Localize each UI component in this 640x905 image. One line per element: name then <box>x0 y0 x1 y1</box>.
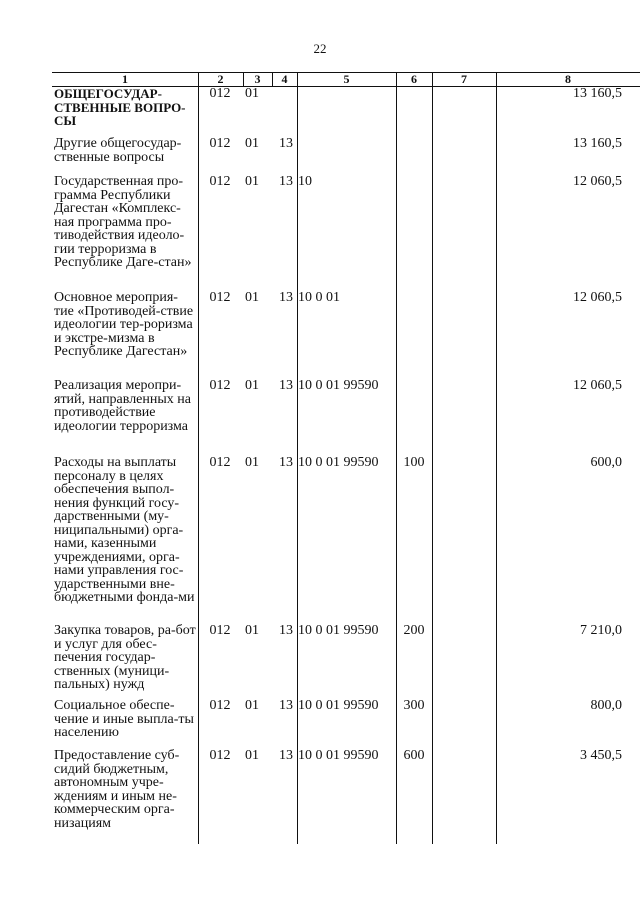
row-pr-code: 13 <box>279 623 293 638</box>
row-vr-code: 300 <box>403 698 425 713</box>
row-gr-code: 012 <box>209 455 231 470</box>
row-sum: 800,0 <box>590 698 622 713</box>
row-name: Реализация меропри-ятий, направленных на противодействие идеологии терроризма <box>54 378 191 434</box>
row-rz-code: 01 <box>245 174 259 189</box>
header-col-6: 6 <box>411 72 417 86</box>
row-sum: 3 450,5 <box>580 748 622 763</box>
row-gr-code: 012 <box>209 136 231 151</box>
row-csr-code: 10 0 01 99590 <box>298 698 379 713</box>
row-csr-code: 10 0 01 99590 <box>298 378 379 393</box>
header-col-8: 8 <box>565 72 571 86</box>
row-csr-code: 10 0 01 99590 <box>298 748 379 763</box>
page-number: 22 <box>313 41 327 56</box>
budget-table <box>52 72 640 844</box>
row-csr-code: 10 0 01 99590 <box>298 455 379 470</box>
row-pr-code: 13 <box>279 174 293 189</box>
row-rz-code: 01 <box>245 455 259 470</box>
row-rz-code: 01 <box>245 748 259 763</box>
row-rz-code: 01 <box>245 623 259 638</box>
row-sum: 600,0 <box>590 455 622 470</box>
row-sum: 13 160,5 <box>573 86 622 101</box>
row-pr-code: 13 <box>279 136 293 151</box>
row-gr-code: 012 <box>209 698 231 713</box>
row-name: Социальное обеспе-чение и иные выпла-ты населению <box>54 698 194 740</box>
header-col-5: 5 <box>343 72 350 86</box>
header-col-3: 3 <box>254 72 261 86</box>
row-rz-code: 01 <box>245 698 259 713</box>
row-sum: 12 060,5 <box>573 174 622 189</box>
row-vr-code: 100 <box>403 455 425 470</box>
row-pr-code: 13 <box>279 378 293 393</box>
row-vr-code: 200 <box>403 623 425 638</box>
row-name: Основное мероприя-тие «Противодей-ствие идеологии тер-роризма и экстре-мизма в Республике Дагестан» <box>54 290 194 359</box>
row-rz-code: 01 <box>245 290 259 305</box>
row-gr-code: 012 <box>209 86 231 101</box>
row-csr-code: 10 0 01 <box>298 290 340 305</box>
header-col-2: 2 <box>217 72 224 86</box>
row-pr-code: 13 <box>279 290 293 305</box>
row-gr-code: 012 <box>209 748 231 763</box>
row-sum: 7 210,0 <box>580 623 622 638</box>
row-gr-code: 012 <box>209 290 231 305</box>
row-gr-code: 012 <box>209 623 231 638</box>
header-col-1: 1 <box>122 72 128 86</box>
row-rz-code: 01 <box>245 136 259 151</box>
row-pr-code: 13 <box>279 748 293 763</box>
header-col-7: 7 <box>461 72 467 86</box>
col-divider-7 <box>496 72 497 844</box>
col-divider-1 <box>198 72 199 844</box>
row-csr-code: 10 <box>298 174 312 189</box>
row-rz-code: 01 <box>245 86 259 101</box>
row-name: Закупка товаров, ра-бот и услуг для обес-печения государ-ственных (муници-пальных) нужд <box>54 623 196 692</box>
row-name: Государственная про-грамма Республики Дагестан «Комплекс-ная программа про-тиводействия идеоло-гии терроризма в Республике Даге-стан» <box>54 174 192 270</box>
row-name: Расходы на выплаты персоналу в целях обеспечения выпол-нения функций госу-дарственными (му-ниципальными) орга-нами, казенными учреждениями, орга-нами управления гос-ударственными вне-бюджетными фонда-ми <box>54 455 195 605</box>
header-col-4: 4 <box>281 72 288 86</box>
row-sum: 13 160,5 <box>573 136 622 151</box>
row-name: ОБЩЕГОСУДАР-СТВЕННЫЕ ВОПРО-СЫ <box>54 86 186 128</box>
row-name: Другие общегосудар-ственные вопросы <box>54 136 182 165</box>
row-pr-code: 13 <box>279 455 293 470</box>
row-csr-code: 10 0 01 99590 <box>298 623 379 638</box>
col-divider-6 <box>432 72 433 844</box>
row-name: Предоставление суб-сидий бюджетным, автономным учре-ждениям и иным не-коммерческим орга-низациям <box>54 748 180 831</box>
row-gr-code: 012 <box>209 378 231 393</box>
row-vr-code: 600 <box>403 748 425 763</box>
row-pr-code: 13 <box>279 698 293 713</box>
row-sum: 12 060,5 <box>573 290 622 305</box>
row-sum: 12 060,5 <box>573 378 622 393</box>
row-rz-code: 01 <box>245 378 259 393</box>
row-gr-code: 012 <box>209 174 231 189</box>
